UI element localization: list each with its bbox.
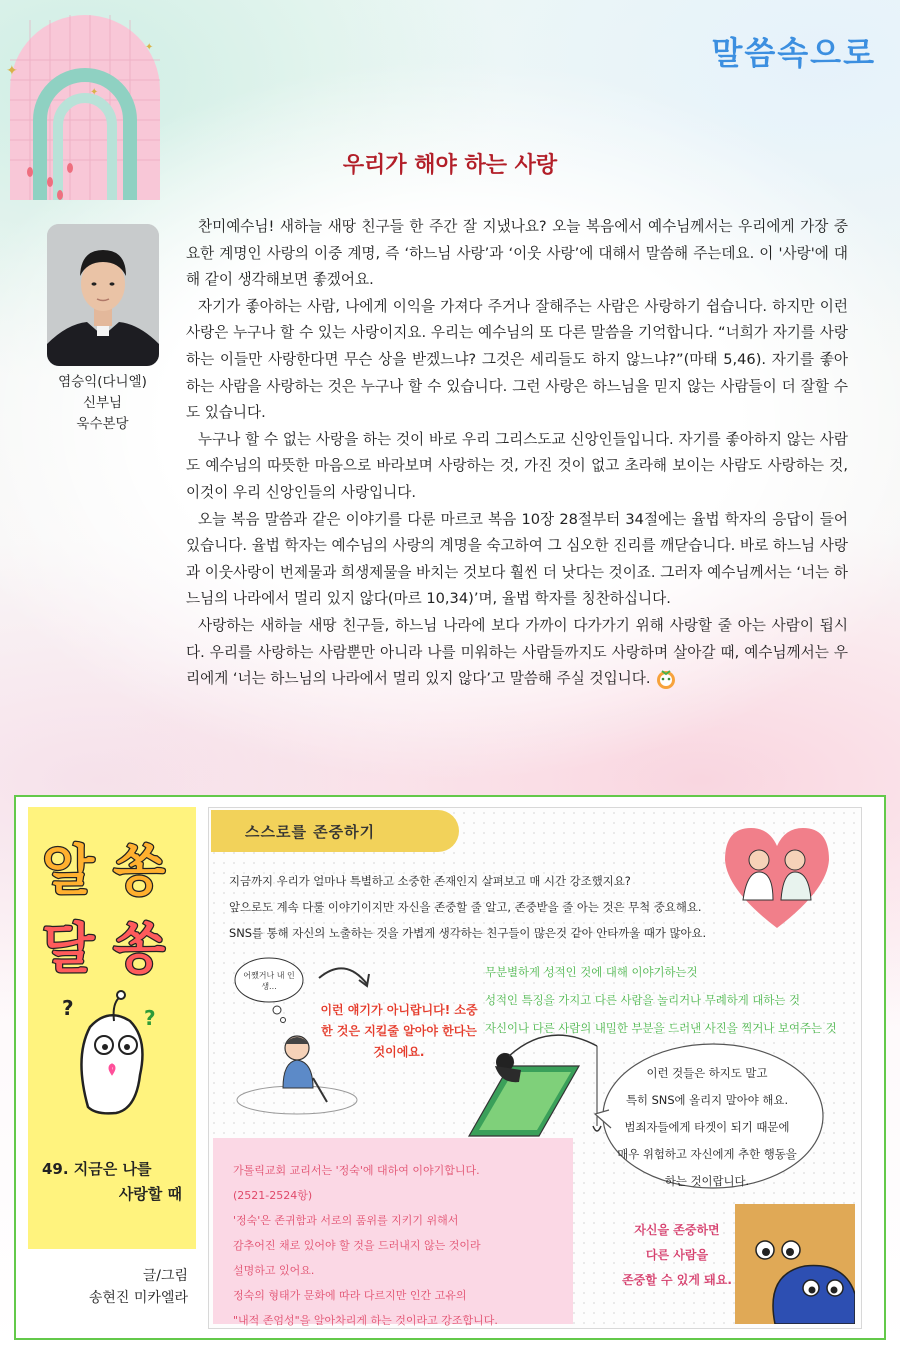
closing-line: 존중할 수 있게 돼요. [622, 1273, 732, 1287]
note-line: 가톨릭교회 교리서는 '정숙'에 대하여 이야기합니다. [233, 1164, 480, 1177]
author-caption [30, 372, 175, 435]
author-photo [47, 224, 159, 366]
svg-text:✦: ✦ [145, 42, 154, 53]
comic-panel [14, 795, 886, 1340]
series-title: 말씀속으로 [711, 34, 876, 72]
comic-title-line1: 알 쏭 [42, 839, 166, 902]
paragraph: 오늘 복음 말씀과 같은 이야기를 다룬 마르코 복음 10장 28절부터 34절에는 율법 학자의 응답이 들어있습니다. 율법 학자는 예수님의 사랑의 계명을 숙고하여 그 심오한 진리를 깨닫습니다. 바로 하느님 사랑과 이웃사랑이 번제물과 희생제물을 바치는 것보다 훨씬 더 낫다는 것이죠. 그러자 예수님께서는 ‘너는 하느님의 나라에서 멀리 있지 않다(마르 10,34)’며, 율법 학자를 칭찬하십니다. [186, 510, 848, 608]
green-list-item: 자신이나 다른 사람의 내밀한 부분을 드러낸 사진을 찍거나 보여주는 것 [485, 1021, 837, 1035]
note-line: (2521-2524항) [233, 1189, 313, 1202]
episode-title [42, 1157, 192, 1207]
comic-content [208, 807, 862, 1329]
end-mark-icon [655, 668, 677, 690]
green-list-item: 무분별하게 성적인 것에 대해 이야기하는것 [485, 965, 698, 979]
svg-text:✦: ✦ [6, 63, 18, 79]
heart-hug-icon [717, 820, 837, 932]
intro-line: SNS를 통해 자신의 노출하는 것을 가볍게 생각하는 친구들이 많은것 같아 안타까울 때가 많아요. [229, 926, 707, 940]
paragraph: 자기가 좋아하는 사람, 나에게 이익을 가져다 주거나 잘해주는 사람은 사랑하기 쉽습니다. 하지만 이런 사랑은 누구나 할 수 있는 사랑이지요. 우리는 예수님의 또 다른 말씀을 기억합니다. “너희가 자기를 사랑하는 이들만 사랑한다면 무슨 상을 받겠느냐? 그것은 세리들도 하지 않느냐?”(마태 5,46). 자기를 좋아하는 사람을 사랑하는 것은 누구나 할 수 있습니다. 그런 사랑은 하느님을 믿지 않는 사람들이 더 잘할 수도 있습니다. [186, 297, 848, 422]
credit-label: 글/그림 [142, 1268, 188, 1284]
paragraph: 사랑하는 새하늘 새땅 친구들, 하느님 나라에 보다 가까이 다가가기 위해 사랑할 줄 아는 사람이 됩시다. 우리를 사랑하는 사람뿐만 아니라 나를 미워하는 사람들까지도 사랑하며 살아갈 때, 예수님께서는 우리에게 ‘너는 하느님의 나라에서 멀리 있지 않다’고 말씀해 주실 것입니다. [186, 616, 848, 688]
memo-text: 이런 얘기가 아니랍니다! 소중한 것은 지킬줄 알아야 한다는 것이에요. [320, 1003, 478, 1059]
author-name: 염승익(다니엘) [58, 374, 147, 390]
article-body [186, 214, 848, 693]
author-role: 신부님 [82, 395, 123, 411]
catechism-note [213, 1138, 573, 1327]
paragraph: 누구나 할 수 없는 사랑을 하는 것이 바로 우리 그리스도교 신앙인들입니다. 자기를 좋아하지 않는 사람도 예수님의 따뜻한 마음으로 바라보며 사랑하는 것, 가진 것이 없고 초라해 보이는 사람도 사랑하는 것, 이것이 우리 신앙인들의 사랑입니다. [186, 430, 848, 501]
intro-line: 앞으로도 계속 다룰 이야기이지만 자신을 존중할 줄 알고, 존중받을 줄 아는 것은 무척 중요해요. [229, 900, 702, 914]
svg-text:?: ? [144, 1006, 156, 1030]
credit-author: 송현진 미카엘라 [88, 1290, 188, 1306]
bubble-line: 매우 위험하고 자신에게 추한 행동을 [617, 1147, 797, 1161]
thought-bubble-text: 어쨌거나 내 인생... [243, 971, 295, 991]
intro-text [229, 868, 719, 946]
speech-bubble-text [609, 1060, 805, 1195]
article-title: 우리가 해야 하는 사랑 [342, 153, 558, 178]
closing-line: 다른 사람을 [645, 1248, 709, 1262]
paragraph-last [186, 613, 848, 693]
author-parish: 욱수본당 [76, 416, 129, 432]
svg-text:?: ? [62, 996, 74, 1020]
paragraph: 찬미예수님! 새하늘 새땅 친구들 한 주간 잘 지냈나요? 오늘 복음에서 예수님께서는 우리에게 가장 중요한 계명인 사랑의 이중 계명, 즉 ‘하느님 사랑’과 ‘이웃 사랑’에 대해서 말씀해 주는데요. 이 '사랑'에 대해 같이 생각해보면 좋겠어요. [186, 218, 848, 289]
note-line: '정숙'은 존귀함과 서로의 품위를 지키기 위해서 [233, 1214, 459, 1227]
bubble-line: 하는 것이랍니다. [664, 1174, 750, 1188]
closing-line: 자신을 존중하면 [634, 1223, 720, 1237]
bubble-line: 이런 것들은 하지도 말고 [646, 1066, 768, 1080]
green-list-item: 성적인 특징을 가지고 다른 사람을 놀리거나 무례하게 대하는 것 [485, 993, 801, 1007]
phone-fishing-illustration [439, 1026, 609, 1156]
bubble-line: 범죄자들에게 타겟이 되기 때문에 [624, 1120, 790, 1134]
closing-message [617, 1218, 737, 1293]
comic-title-line2: 달 쏭 [42, 917, 166, 980]
note-line: 감추어진 채로 있어야 할 것을 드러내지 않는 것이라 [233, 1239, 481, 1252]
bubble-line: 특히 SNS에 올리지 말아야 해요. [625, 1093, 789, 1107]
characters-illustration [735, 1204, 855, 1324]
episode-line1: 49. 지금은 나를 [42, 1160, 152, 1178]
svg-text:✦: ✦ [90, 87, 99, 98]
comic-title-art [28, 807, 196, 1137]
episode-line2: 사랑할 때 [118, 1185, 182, 1203]
intro-line: 지금까지 우리가 얼마나 특별하고 소중한 존재인지 살펴보고 매 시간 강조했지요? [229, 874, 631, 888]
note-line: 설명하고 있어요. [233, 1264, 315, 1277]
note-line: 정숙의 형태가 문화에 따라 다르지만 인간 고유의 [233, 1289, 467, 1302]
mascot-icon [62, 991, 156, 1113]
comic-sidebar [28, 807, 196, 1249]
comic-credit [28, 1265, 196, 1309]
note-line: "내적 존엄성"을 알아차리게 하는 것이라고 강조합니다. [233, 1314, 498, 1327]
comic-heading: 스스로를 존중하기 [211, 810, 459, 852]
